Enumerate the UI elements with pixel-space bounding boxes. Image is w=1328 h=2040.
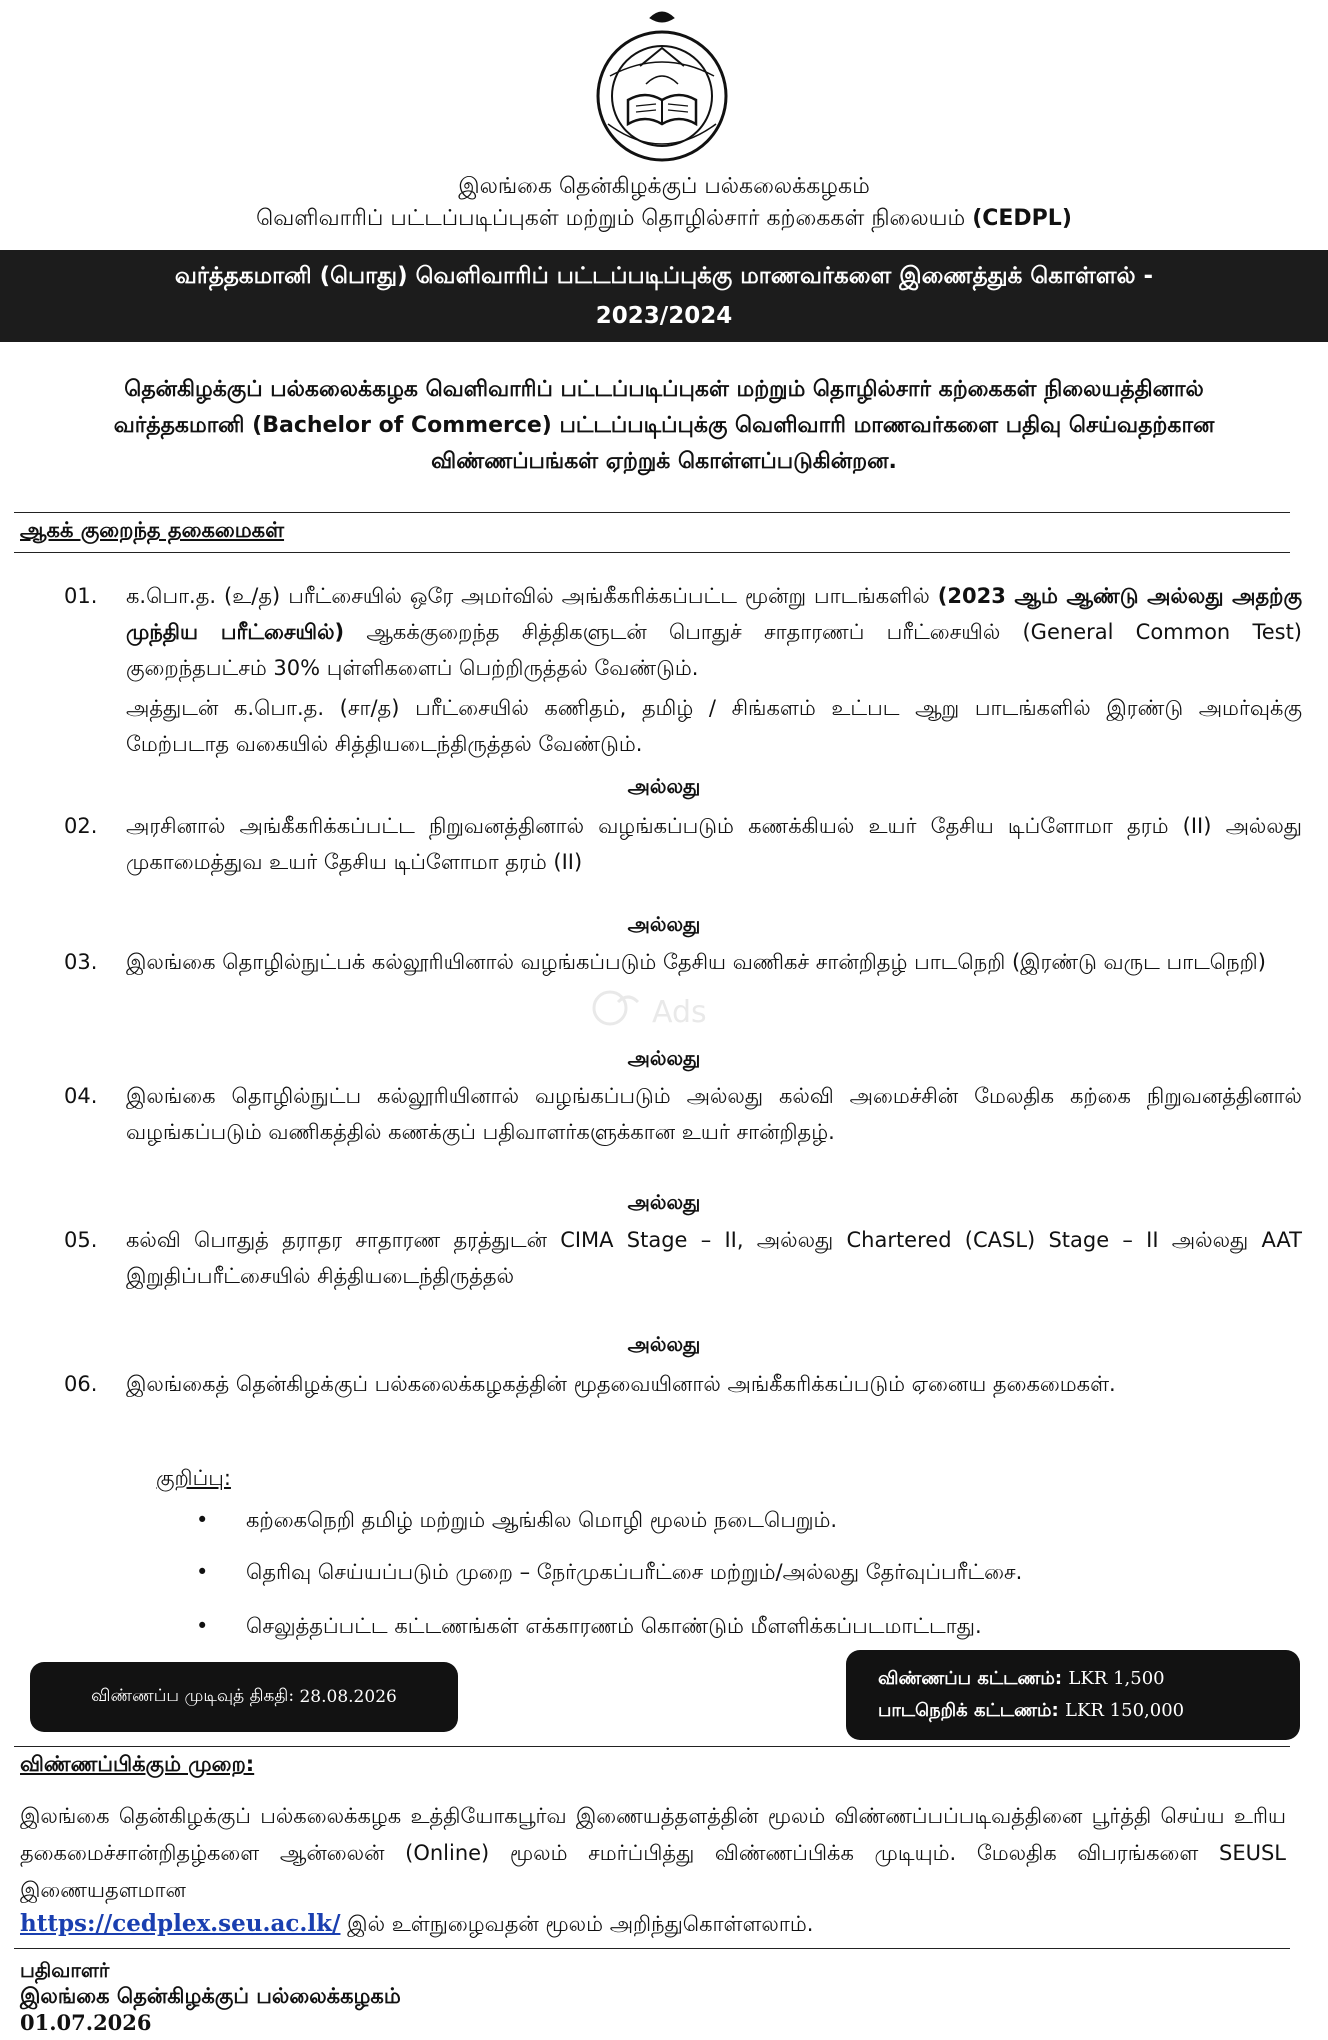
note-text: தெரிவு செய்யப்படும் முறை – நேர்முகப்பரீட்சை மற்றும்/அல்லது தேர்வுப்பரீட்சை. — [246, 1560, 1023, 1584]
divider — [14, 1746, 1290, 1747]
application-fee-row — [878, 1668, 1165, 1691]
item-text: கல்வி பொதுத் தராதர சாதாரண தரத்துடன் CIMA Stage – II, அல்லது Chartered (CASL) Stage – II அல்லது AAT இறுதிப்பரீட்சையில் சித்தியடைந்திருத்தல் — [126, 1228, 1302, 1288]
item-text-part: ஆகக்குறைந்த சித்திகளுடன் பொதுச் சாதாரணப் பரீட்சையில் (General Common Test) குறைந்தபட்சம் 30% புள்ளிகளைப் பெற்றிருத்தல் வேண்டும். — [126, 620, 1302, 680]
application-link-line — [20, 1910, 813, 1939]
intro-paragraph: தென்கிழக்குப் பல்கலைக்கழக வெளிவாரிப் பட்டப்படிப்புகள் மற்றும் தொழில்சார் கற்கைகள் நிலையத்தினால் வர்த்தகமானி (Bachelor of Commerce) பட்டப்படிப்புக்கு வெளிவாரி மாணவர்களை பதிவு செய்வதற்கான விண்ணப்பங்கள் ஏற்றுக் கொள்ளப்படுகின்றன. — [113, 377, 1215, 474]
qualifications-heading: ஆகக் குறைந்த தகைமைகள் — [20, 518, 285, 542]
course-fee-amount: LKR 150,000 — [1064, 1700, 1185, 1721]
divider — [14, 552, 1290, 553]
item-text — [126, 578, 1302, 686]
course-fee-label: பாடநெறிக் கட்டணம்: — [878, 1700, 1059, 1721]
item-text-part: க.பொ.த. (உ/த) பரீட்சையில் ஒரே அமர்வில் அங்கீகரிக்கப்பட்ட மூன்று பாடங்களில் — [126, 584, 938, 608]
qualification-item — [64, 1078, 1302, 1150]
item-number: 04. — [64, 1084, 98, 1108]
website-link[interactable]: https://cedplex.seu.ac.lk/ — [20, 1910, 341, 1937]
qualification-item — [64, 944, 1302, 980]
qualification-item — [64, 1366, 1302, 1402]
course-fee-row — [878, 1700, 1184, 1723]
title-banner — [0, 250, 1328, 342]
application-fee-amount: LKR 1,500 — [1068, 1668, 1165, 1689]
signature-date: 01.07.2026 — [20, 2010, 152, 2035]
or-separator: அல்லது — [627, 1190, 701, 1214]
qualification-item — [64, 578, 1302, 762]
or-separator: அல்லது — [627, 912, 701, 936]
application-text: இலங்கை தென்கிழக்குப் பல்கலைக்கழக உத்தியோகபூர்வ இணையத்தளத்தின் மூலம் விண்ணப்பப்படிவத்தினை பூர்த்தி செய்ய உரிய தகைமைச்சான்றிதழ்களை ஆன்லைன் (Online) மூலம் சமர்ப்பித்து விண்ணப்பிக்க முடியும். மேலதிக விபரங்களை SEUSL இணையதளமான — [20, 1804, 1286, 1902]
university-logo — [570, 4, 754, 174]
qualification-item — [64, 1222, 1302, 1294]
divider — [14, 512, 1290, 513]
item-text: இலங்கை தொழில்நுட்ப கல்லூரியினால் வழங்கப்படும் அல்லது கல்வி அமைச்சின் மேலதிக கற்கை நிறுவனத்தினால் வழங்கப்படும் வணிகத்தில் கணக்குப் பதிவாளர்களுக்கான உயர் சான்றிதழ். — [126, 1084, 1302, 1144]
fee-box — [846, 1650, 1300, 1740]
item-text-bold: (2023 ஆம் ஆண்டு அல்லது அதற்கு முந்திய பரீட்சையில்) — [126, 584, 1302, 644]
bullet-icon: • — [196, 1560, 209, 1584]
item-text: அரசினால் அங்கீகரிக்கப்பட்ட நிறுவனத்தினால் வழங்கப்படும் கணக்கியல் உயர் தேசிய டிப்ளோமா தரம் (II) அல்லது முகாமைத்துவ உயர் தேசிய டிப்ளோமா தரம் (II) — [126, 814, 1302, 874]
application-heading: விண்ணப்பிக்கும் முறை: — [20, 1752, 255, 1776]
item-number: 03. — [64, 950, 98, 974]
deadline-box — [30, 1662, 458, 1732]
signature-organization: இலங்கை தென்கிழக்குப் பல்லைக்கழகம் — [20, 1984, 401, 2008]
centre-abbr: (CEDPL) — [972, 206, 1072, 231]
item-text: இலங்கை தொழில்நுட்பக் கல்லூரியினால் வழங்கப்படும் தேசிய வணிகச் சான்றிதழ் பாடநெறி (இரண்டு வருட பாடநெறி) — [126, 950, 1266, 974]
deadline-date: 28.08.2026 — [299, 1687, 397, 1707]
banner-title: வர்த்தகமானி (பொது) வெளிவாரிப் பட்டப்படிப்புக்கு மாணவர்களை இணைத்துக் கொள்ளல் - — [174, 263, 1154, 289]
notes-title: குறிப்பு: — [156, 1466, 231, 1490]
watermark-text: Ads — [652, 995, 707, 1030]
item-number: 01. — [64, 584, 98, 608]
divider — [14, 1948, 1290, 1949]
centre-name — [0, 206, 1328, 234]
or-separator: அல்லது — [627, 1046, 701, 1070]
watermark-logo — [588, 978, 748, 1040]
signature-title: பதிவாளர் — [20, 1958, 110, 1982]
item-number: 02. — [64, 814, 98, 838]
bullet-icon: • — [196, 1508, 209, 1532]
application-fee-label: விண்ணப்ப கட்டணம்: — [878, 1668, 1063, 1689]
note-text: கற்கைநெறி தமிழ் மற்றும் ஆங்கில மொழி மூலம் நடைபெறும். — [246, 1508, 838, 1532]
banner-year: 2023/2024 — [595, 303, 733, 329]
item-text: இலங்கைத் தென்கிழக்குப் பல்கலைக்கழகத்தின் மூதவையினால் அங்கீகரிக்கப்படும் ஏனைய தகைமைகள். — [126, 1372, 1116, 1396]
or-separator: அல்லது — [627, 774, 701, 798]
deadline-label: விண்ணப்ப முடிவுத் திகதி: — [91, 1686, 295, 1706]
bullet-icon: • — [196, 1614, 209, 1638]
university-name: இலங்கை தென்கிழக்குப் பல்கலைக்கழகம் — [458, 174, 870, 199]
item-text-continued: அத்துடன் க.பொ.த. (சா/த) பரீட்சையில் கணிதம், தமிழ் / சிங்களம் உட்பட ஆறு பாடங்களில் இரண்டு அமர்வுக்கு மேற்படாத வகையில் சித்தியடைந்திருத்தல் வேண்டும். — [126, 696, 1302, 756]
note-text: செலுத்தப்பட்ட கட்டணங்கள் எக்காரணம் கொண்டும் மீளளிக்கப்படமாட்டாது. — [246, 1614, 982, 1638]
item-number: 05. — [64, 1228, 98, 1252]
centre-name-text: வெளிவாரிப் பட்டப்படிப்புகள் மற்றும் தொழில்சார் கற்கைகள் நிலையம் — [256, 206, 966, 231]
qualification-item — [64, 808, 1302, 880]
item-number: 06. — [64, 1372, 98, 1396]
or-separator: அல்லது — [627, 1332, 701, 1356]
application-link-suffix: இல் உள்நுழைவதன் மூலம் அறிந்துகொள்ளலாம். — [340, 1912, 814, 1936]
